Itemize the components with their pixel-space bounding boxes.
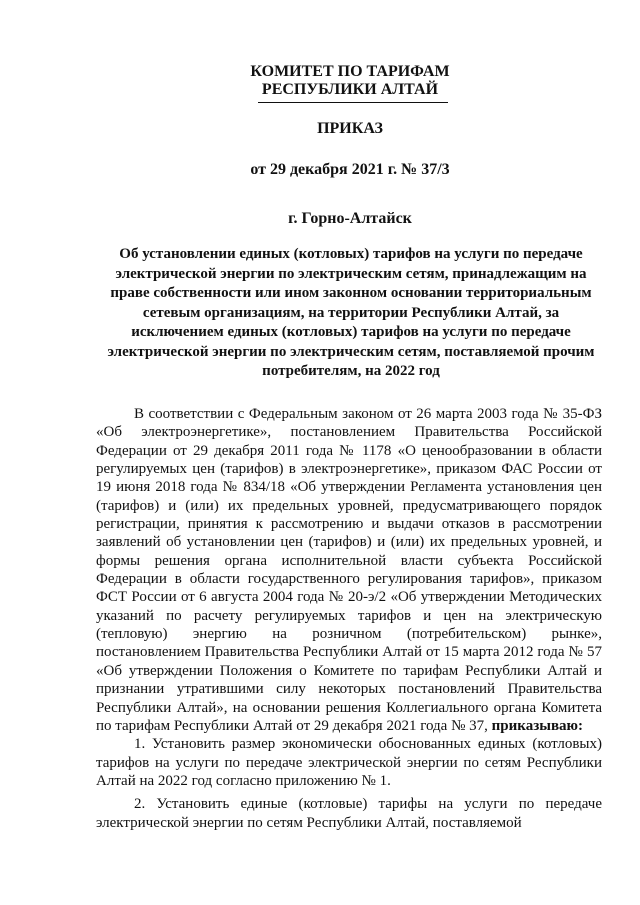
item-2-paragraph: 2. Установить единые (котловые) тарифы на услуги по передаче электрической энергии по сетям Республики Алтай, поставляемой bbox=[96, 796, 602, 831]
document-title: Об установлении единых (котловых) тарифов на услуги по передаче электрической энергии по электрическим сетям, принадлежащим на праве собственности или ином законном основании территориальным сетевым организациям, на территории Республики Алтай, за исключением единых (котловых) тарифов на услуги по передаче электрической энергии по электрическим сетям, поставляемой прочим потребителям, на 2022 год bbox=[107, 246, 595, 379]
document-type: ПРИКАЗ bbox=[317, 120, 383, 137]
order-word: приказываю: bbox=[491, 717, 583, 734]
preamble-text: В соответствии с Федеральным законом от 26 марта 2003 года № 35-ФЗ «Об электроэнергетике», постановлением Правительства Российской Федерации от 29 декабря 2011 года № 1178 «О ценообразовании в области регулируемых цен (тарифов) в электроэнергетике», приказом ФАС России от 19 июня 2018 года № 834/18 «Об утверждении Регламента установления цен (тарифов) и (или) их предельных уровней, предусматривающего порядок регистрации, принятия к рассмотрению и выдачи отказов в рассмотрении заявлений об установлении цен (тарифов) и (или) их предельных уровней, и формы решения органа исполнительной власти субъекта Российской Федерации в области государственного регулирования тарифов», приказом ФСТ России от 6 августа 2004 года № 20-э/2 «Об утверждении Методических указаний по расчету регулируемых тарифов и цен на электрическую (тепловую) энергию на розничном (потребительском) рынке», постановлением Правительства Республики Алтай от 15 марта 2012 года № 57 «Об утверждении Положения о Комитете по тарифам Республики Алтай и признании утратившими силу некоторых постановлений Правительства Республики Алтай», на основании решения Коллегиального органа Комитета по тарифам Республики Алтай от 29 декабря 2021 года № 37, bbox=[96, 406, 602, 734]
document-date-number: от 29 декабря 2021 г. № 37/3 bbox=[250, 161, 450, 178]
org-name-line-2: РЕСПУБЛИКИ АЛТАЙ bbox=[261, 81, 439, 98]
preamble-paragraph bbox=[96, 405, 602, 735]
header-divider bbox=[258, 102, 448, 103]
document-city: г. Горно-Алтайск bbox=[288, 210, 412, 227]
org-name-line-1: КОМИТЕТ ПО ТАРИФАМ bbox=[250, 63, 450, 80]
item-1-paragraph: 1. Установить размер экономически обоснованных единых (котловых) тарифов на услуги по передаче электрической энергии по сетям Республики Алтай на 2022 год согласно приложению № 1. bbox=[96, 736, 602, 789]
document-body bbox=[96, 405, 602, 832]
